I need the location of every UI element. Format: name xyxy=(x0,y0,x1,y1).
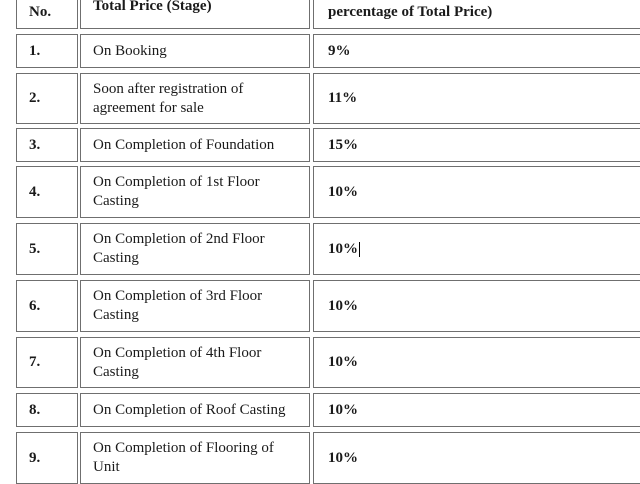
row-number: 5. xyxy=(29,240,41,257)
row-5-no xyxy=(16,223,78,275)
row-number: 4. xyxy=(29,183,41,200)
stage-text: On Completion of 3rd Floor Casting xyxy=(93,288,263,323)
row-8-stage xyxy=(80,393,310,427)
stage-text: Soon after registration of agreement for sale xyxy=(93,80,244,116)
row-number: 3. xyxy=(29,136,41,153)
row-5-pct[interactable] xyxy=(313,223,640,275)
header-percentage-label: percentage of Total Price) xyxy=(328,4,493,20)
percentage-text: 11% xyxy=(328,90,358,106)
header-stage-label: Total Price (Stage) xyxy=(93,0,212,14)
percentage-text: 10% xyxy=(328,183,358,200)
row-8-pct xyxy=(313,393,640,427)
row-7-no xyxy=(16,337,78,388)
percentage-text: 10% xyxy=(328,401,358,418)
row-number: 1. xyxy=(29,42,41,59)
row-number: 8. xyxy=(29,401,41,418)
percentage-text: 15% xyxy=(328,136,358,153)
percentage-text: 10% xyxy=(328,297,358,314)
stage-text: On Completion of Flooring of Unit xyxy=(93,440,274,475)
percentage-text[interactable]: 10% xyxy=(328,240,358,257)
stage-text: On Completion of Foundation xyxy=(93,136,275,153)
text-cursor xyxy=(359,242,360,257)
row-3-stage xyxy=(80,128,310,162)
row-number: 6. xyxy=(29,297,41,314)
row-6-no xyxy=(16,280,78,332)
row-2-stage xyxy=(80,73,310,124)
row-4-no xyxy=(16,166,78,218)
row-1-no xyxy=(16,34,78,68)
row-2-pct xyxy=(313,73,640,124)
stage-text: On Completion of Roof Casting xyxy=(93,401,286,418)
stage-text: On Booking xyxy=(93,42,167,59)
row-7-stage xyxy=(80,337,310,388)
row-1-pct xyxy=(313,34,640,68)
row-9-pct xyxy=(313,432,640,484)
row-6-stage xyxy=(80,280,310,332)
row-number: 2. xyxy=(29,90,41,106)
header-no xyxy=(16,0,78,29)
row-1-stage xyxy=(80,34,310,68)
percentage-text: 10% xyxy=(328,449,358,466)
header-stage xyxy=(80,0,310,29)
header-no-label: No. xyxy=(29,4,52,20)
row-4-pct xyxy=(313,166,640,218)
row-number: 7. xyxy=(29,354,41,370)
row-5-stage xyxy=(80,223,310,275)
row-6-pct xyxy=(313,280,640,332)
percentage-text: 10% xyxy=(328,354,358,370)
row-4-stage xyxy=(80,166,310,218)
percentage-text: 9% xyxy=(328,42,351,59)
stage-text: On Completion of 2nd Floor Casting xyxy=(93,231,265,266)
header-percentage xyxy=(313,0,640,29)
row-8-no xyxy=(16,393,78,427)
row-3-pct xyxy=(313,128,640,162)
stage-text: On Completion of 1st Floor Casting xyxy=(93,174,260,209)
row-3-no xyxy=(16,128,78,162)
row-9-stage xyxy=(80,432,310,484)
row-7-pct xyxy=(313,337,640,388)
stage-text: On Completion of 4th Floor Casting xyxy=(93,344,262,380)
row-number: 9. xyxy=(29,449,41,466)
row-2-no xyxy=(16,73,78,124)
row-9-no xyxy=(16,432,78,484)
